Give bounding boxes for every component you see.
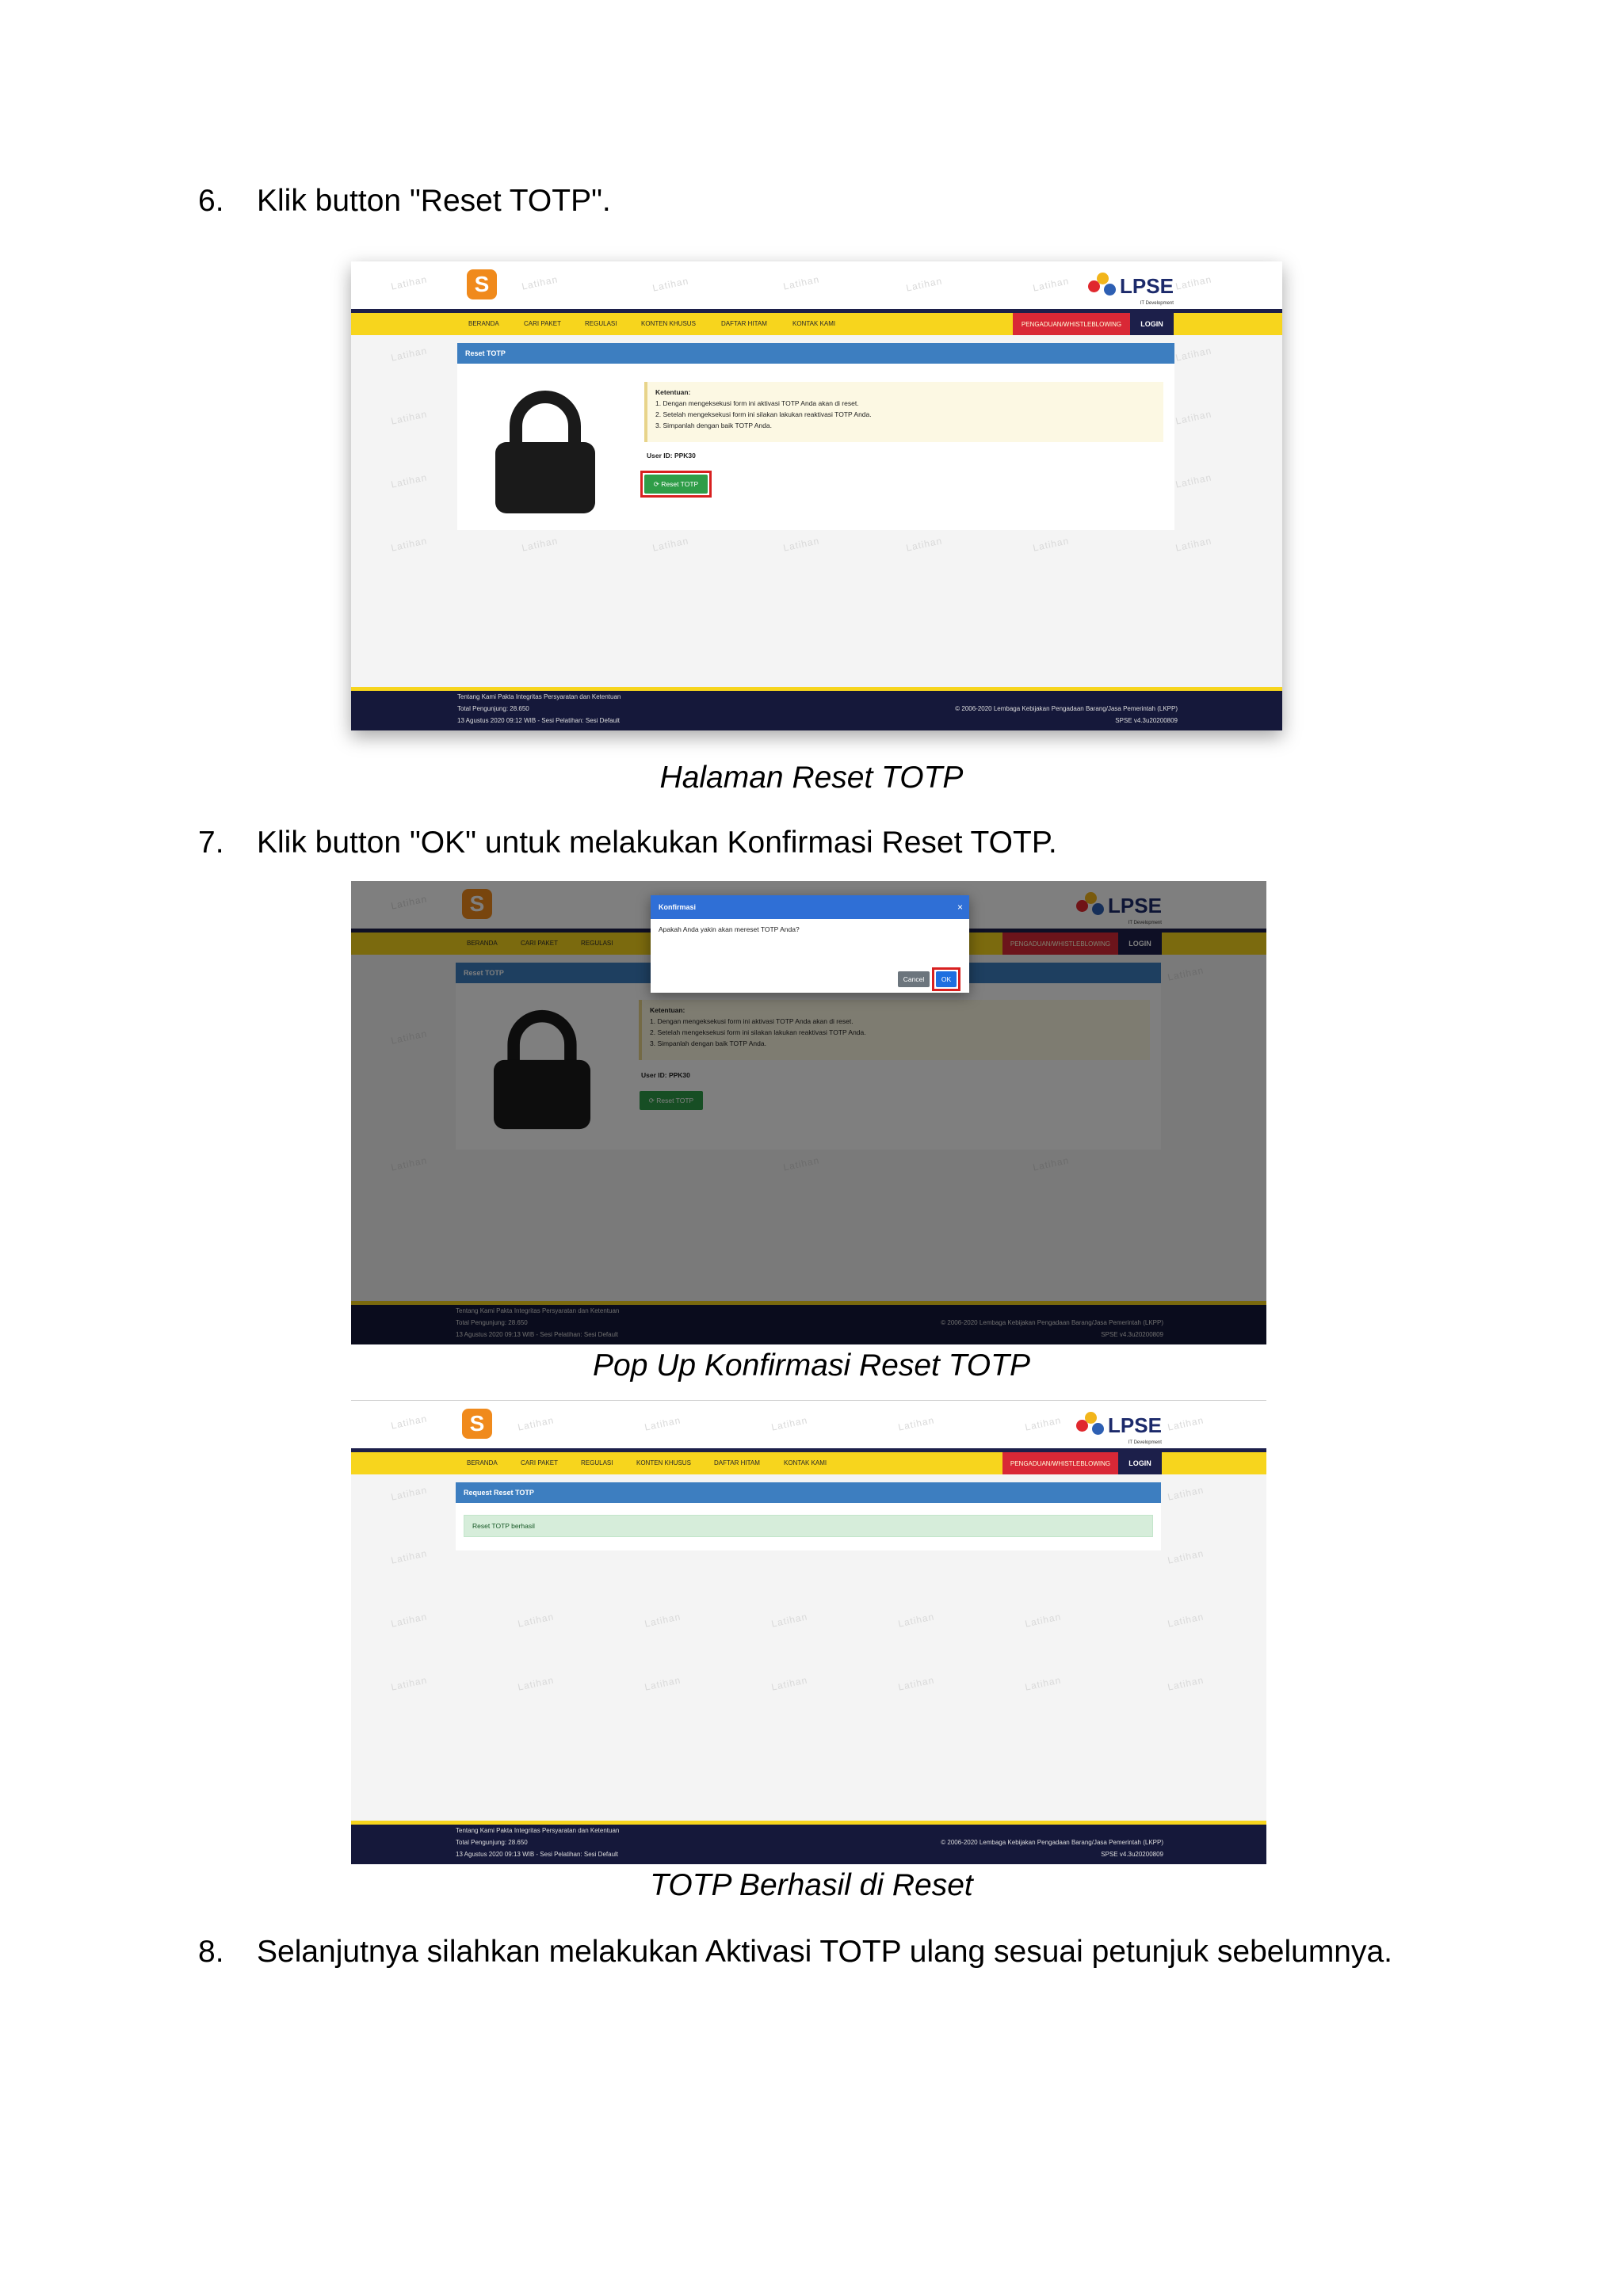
panel-title: Reset TOTP <box>457 343 1174 364</box>
app-header <box>351 261 1282 313</box>
step-text: Klik button "Reset TOTP". <box>257 184 611 218</box>
confirm-modal <box>651 895 969 993</box>
cancel-button[interactable]: Cancel <box>898 971 930 987</box>
nav-konten-khusus[interactable]: KONTEN KHUSUS <box>641 320 696 327</box>
ketentuan-note: Ketentuan: 1. Dengan mengeksekusi form ini aktivasi TOTP Anda akan di reset. 2. Setelah mengeksekusi form ini silakan lakukan reaktivasi TOTP Anda. 3. Simpanlah dengan baik TOTP Anda. <box>644 382 1163 442</box>
modal-message: Apakah Anda yakin akan mereset TOTP Anda? <box>659 925 800 933</box>
step-number: 8. <box>198 1935 224 1969</box>
success-alert: Reset TOTP berhasil <box>464 1515 1153 1537</box>
step-text: Selanjutnya silahkan melakukan Aktivasi TOTP ulang sesuai petunjuk sebelumnya. <box>257 1935 1393 1969</box>
step-number: 6. <box>198 184 224 218</box>
nav-login[interactable]: LOGIN <box>1130 313 1174 335</box>
caption-shot3: TOTP Berhasil di Reset <box>650 1868 973 1902</box>
ok-button[interactable]: OK <box>936 971 957 987</box>
screenshot-reset-totp: S LPSE IT Development BERANDA CARI PAKET REGULASI KONTEN KHUSUS DAFTAR HITAM KONTAK KAMI PENGADUAN/WHISTLEBLOWING LOGIN Reset TOTP Ketentuan: 1. Dengan mengeksekusi form ini aktivasi TOTP Anda akan di reset. 2. Setelah mengeksekusi form ini silakan lakukan reaktivasi TOTP Anda. 3. Simpanlah dengan baik TOTP Anda. User ID: PPK30 ⟳ Reset TOTP Tentang Kami Pakta Integritas Persyaratan dan Ketentuan Total Pengunjung: 28.650 13 Agustus 2020 09:12 WIB - Sesi Pelatihan: Sesi Default © 2006-2020 Lembaga Kebijakan Pengadaan Barang/Jasa Pemerintah (LKPP) SPSE v4.3u20200809 Latihan Latihan Latihan Latihan Latihan Latihan Latihan Latihan Latihan Latihan Latihan Latihan Latihan Latihan Latihan Latihan Latihan Latihan Latihan Latihan <box>351 261 1282 730</box>
user-id: User ID: PPK30 <box>647 452 696 460</box>
nav-bar <box>351 313 1282 335</box>
nav-regulasi[interactable]: REGULASI <box>585 320 617 327</box>
spse-logo: S <box>467 269 497 299</box>
caption-shot1: Halaman Reset TOTP <box>659 761 964 795</box>
note-line: 3. Simpanlah dengan baik TOTP Anda. <box>655 421 772 429</box>
note-line: 2. Setelah mengeksekusi form ini silakan lakukan reaktivasi TOTP Anda. <box>655 410 872 418</box>
step-text: Klik button "OK" untuk melakukan Konfirmasi Reset TOTP. <box>257 826 1057 860</box>
lpse-logo: LPSE IT Development <box>1088 273 1174 299</box>
app-footer: Tentang Kami Pakta Integritas Persyaratan dan Ketentuan Total Pengunjung: 28.650 13 Agustus 2020 09:12 WIB - Sesi Pelatihan: Sesi Default © 2006-2020 Lembaga Kebijakan Pengadaan Barang/Jasa Pemerintah (LKPP) SPSE v4.3u20200809 <box>351 687 1282 730</box>
screenshot-reset-success: S LPSE IT Development BERANDA CARI PAKET REGULASI KONTEN KHUSUS DAFTAR HITAM KONTAK KAMI PENGADUAN/WHISTLEBLOWING LOGIN Request Reset TOTP Reset TOTP berhasil Tentang Kami Pakta Integritas Persyaratan dan Ketentuan Total Pengunjung: 28.650 13 Agustus 2020 09:13 WIB - Sesi Pelatihan: Sesi Default © 2006-2020 Lembaga Kebijakan Pengadaan Barang/Jasa Pemerintah (LKPP) SPSE v4.3u20200809 Latihan Latihan Latihan Latihan Latihan Latihan Latihan Latihan Latihan Latihan Latihan Latihan Latihan Latihan Latihan Latihan Latihan Latihan Latihan Latihan Latihan Latihan Latihan Latihan Latihan <box>351 1400 1266 1864</box>
screenshot-confirm-popup <box>351 881 1266 1344</box>
panel-title: Request Reset TOTP <box>456 1482 1161 1503</box>
note-line: 1. Dengan mengeksekusi form ini aktivasi TOTP Anda akan di reset. <box>655 399 859 407</box>
step-number: 7. <box>198 826 224 860</box>
caption-shot2: Pop Up Konfirmasi Reset TOTP <box>593 1348 1030 1383</box>
nav-daftar-hitam[interactable]: DAFTAR HITAM <box>721 320 767 327</box>
nav-pengaduan[interactable]: PENGADUAN/WHISTLEBLOWING <box>1013 313 1130 335</box>
nav-cari-paket[interactable]: CARI PAKET <box>524 320 561 327</box>
nav-beranda[interactable]: BERANDA <box>468 320 499 327</box>
nav-kontak-kami[interactable]: KONTAK KAMI <box>792 320 836 327</box>
padlock-icon <box>494 388 597 515</box>
close-icon[interactable]: × <box>957 902 963 913</box>
modal-title: Konfirmasi <box>651 895 969 919</box>
reset-totp-button[interactable]: ⟳ Reset TOTP <box>644 475 708 494</box>
